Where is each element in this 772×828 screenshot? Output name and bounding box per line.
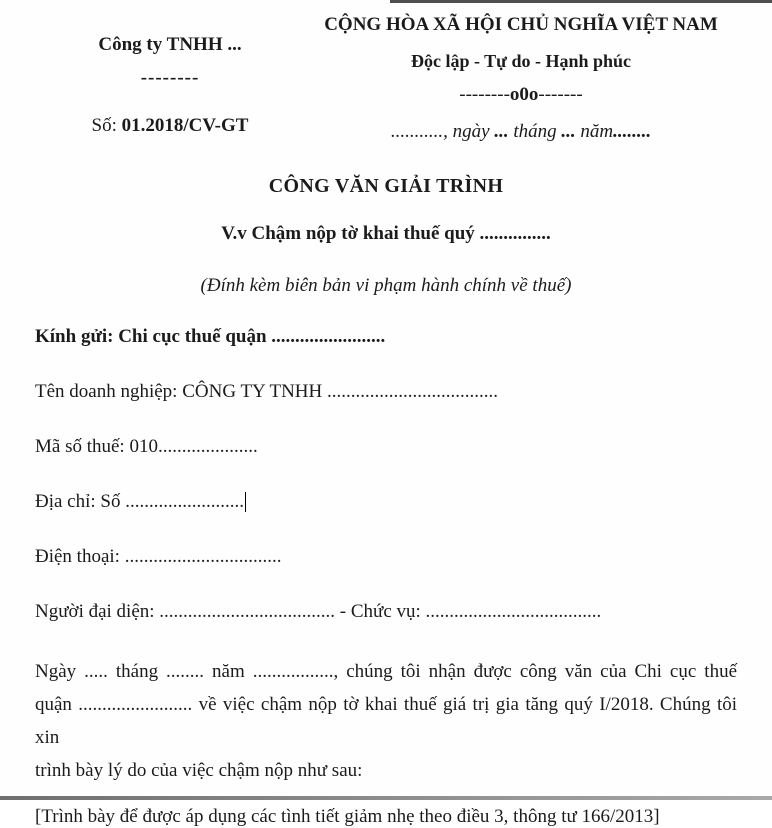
date-word-day: ngày (447, 121, 495, 142)
separator-right: ------- (538, 84, 583, 105)
letter-subject: V.v Chậm nộp tờ khai thuế quý ............... (221, 223, 551, 244)
instruction-note: [Trình bày để được áp dụng các tình tiết giảm nhẹ theo điều 3, thông tư 166/2013] (35, 806, 660, 827)
company-divider: -------- (140, 67, 200, 88)
date-line (305, 121, 737, 143)
paragraph-line: Ngày ..... tháng ........ năm ................., chúng tôi nhận được công văn của Chi cục thuế (35, 661, 737, 682)
document-number-line (35, 115, 305, 137)
date-place-dots: ..........., (390, 121, 448, 142)
date-year-dots: ........ (613, 121, 652, 142)
field-address (35, 491, 737, 513)
letter-title: CÔNG VĂN GIẢI TRÌNH (268, 175, 504, 197)
top-edge-bar (390, 0, 772, 3)
paragraph-line: quận ........................ về việc chậm nộp tờ khai thuế giá trị gia tăng quý I/2018. Chúng tôi xin (35, 694, 737, 748)
field-address-text: Địa chỉ: Số ......................... (35, 491, 244, 512)
document-number-value: 01.2018/CV-GT (121, 115, 249, 136)
paragraph-line: trình bày lý do của việc chậm nộp như sau: (35, 760, 363, 781)
national-title: CỘNG HÒA XÃ HỘI CHỦ NGHĨA VIỆT NAM (324, 14, 718, 35)
text-cursor (245, 492, 246, 512)
date-month-dots: ... (561, 121, 581, 142)
field-phone-text: Điện thoại: ................................. (35, 546, 282, 567)
header-separator (305, 84, 737, 106)
date-word-year: năm (580, 121, 614, 142)
header-national-block (305, 14, 737, 143)
national-motto: Độc lập - Tự do - Hạnh phúc (410, 51, 632, 71)
header-company-block (35, 14, 305, 143)
document-number-label: Số: (91, 115, 117, 136)
field-representative-text: Người đại diện: ..................................... - Chức vụ: ..................................... (35, 601, 602, 622)
separator-mid: o0o (509, 84, 539, 105)
date-word-month: tháng (513, 121, 562, 142)
bottom-edge-bar (0, 796, 772, 800)
field-representative (35, 601, 737, 623)
recipient-line: Kính gửi: Chi cục thuế quận ........................ (35, 326, 386, 347)
separator-left: -------- (459, 84, 510, 105)
field-phone (35, 546, 737, 568)
field-company-name (35, 381, 737, 403)
company-name: Công ty TNHH ... (98, 34, 242, 55)
field-tax-code-text: Mã số thuế: 010..................... (35, 436, 258, 457)
attachment-note: (Đính kèm biên bản vi phạm hành chính về thuế) (200, 275, 572, 296)
field-tax-code (35, 436, 737, 458)
body-paragraph (35, 655, 737, 787)
date-day-dots: ... (494, 121, 514, 142)
field-company-name-text: Tên doanh nghiệp: CÔNG TY TNHH .................................... (35, 381, 499, 402)
letter-header (35, 14, 737, 143)
